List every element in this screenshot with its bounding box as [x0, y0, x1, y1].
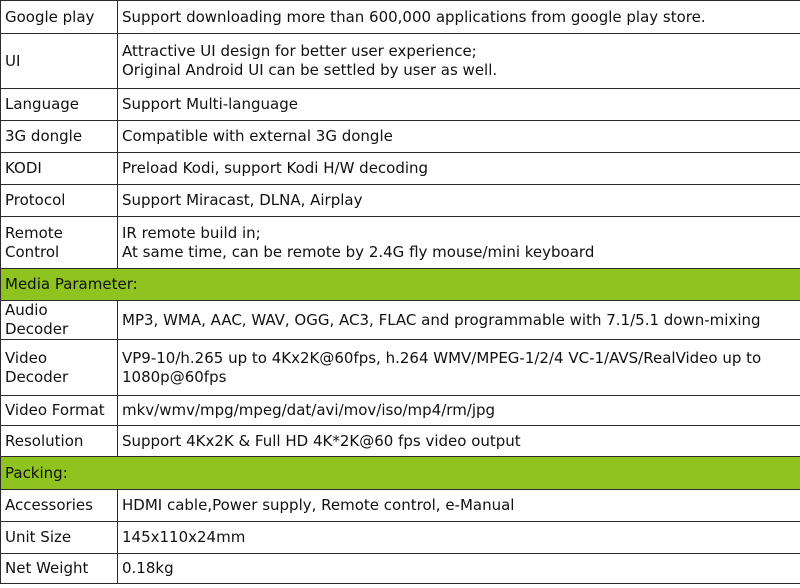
table-row	[1, 121, 800, 153]
row-label-video-decoder: Video Decoder	[1, 340, 118, 396]
value-line: 0.18kg	[122, 559, 174, 577]
row-label-ui: UI	[1, 34, 118, 89]
value-line: Support downloading more than 600,000 applications from google play store.	[122, 7, 706, 26]
row-label-remote-control	[1, 217, 118, 269]
value-line: Preload Kodi, support Kodi H/W decoding	[122, 159, 429, 177]
row-label-accessories: Accessories	[1, 490, 118, 522]
value-line: At same time, can be remote by 2.4G fly mouse/mini keyboard	[122, 242, 595, 261]
section-title-packing: Packing:	[1, 457, 800, 490]
table-row	[1, 217, 800, 269]
value-line: MP3, WMA, AAC, WAV, OGG, AC3, FLAC and programmable with 7.1/5.1 down-mixing	[122, 310, 761, 329]
row-value-audio-decoder	[118, 301, 800, 340]
value-line: Support Miracast, DLNA, Airplay	[122, 191, 363, 209]
row-value-net-weight	[118, 554, 800, 584]
section-header-packing	[1, 457, 800, 490]
row-label-3g-dongle: 3G dongle	[1, 121, 118, 153]
value-line: Original Android UI can be settled by user as well.	[122, 61, 498, 79]
value-line: Support 4Kx2K & Full HD 4K*2K@60 fps video output	[122, 431, 521, 450]
row-label-video-format: Video Format	[1, 396, 118, 426]
table-row	[1, 1, 800, 34]
section-title-media: Media Parameter:	[1, 269, 800, 301]
table-row	[1, 490, 800, 522]
row-value-video-format	[118, 396, 800, 426]
value-line: VP9-10/h.265 up to 4Kx2K@60fps, h.264 WMV/MPEG-1/2/4 VC-1/AVS/RealVideo up to	[122, 348, 762, 367]
row-value-ui	[118, 34, 800, 89]
section-header-media	[1, 269, 800, 301]
value-line: 145x110x24mm	[122, 528, 246, 546]
table-row	[1, 522, 800, 554]
row-value-video-decoder	[118, 340, 800, 396]
value-line: 1080p@60fps	[122, 367, 227, 386]
row-label-google-play: Google play	[1, 1, 118, 34]
row-label-protocol: Protocol	[1, 185, 118, 217]
table-row	[1, 340, 800, 396]
value-line: Attractive UI design for better user experience;	[122, 42, 477, 60]
table-row	[1, 153, 800, 185]
value-line: IR remote build in;	[122, 223, 261, 242]
row-value-protocol	[118, 185, 800, 217]
table-row	[1, 301, 800, 340]
row-value-google-play	[118, 1, 800, 34]
value-line: HDMI cable,Power supply, Remote control, e-Manual	[122, 496, 515, 514]
row-value-language	[118, 89, 800, 121]
row-label-resolution: Resolution	[1, 426, 118, 457]
table-row	[1, 34, 800, 89]
row-label-unit-size: Unit Size	[1, 522, 118, 554]
label-line: Remote	[5, 223, 63, 242]
table-row	[1, 554, 800, 584]
row-label-net-weight: Net Weight	[1, 554, 118, 584]
value-line: Support Multi-language	[122, 95, 298, 113]
row-value-remote-control	[118, 217, 800, 269]
value-line: mkv/wmv/mpg/mpeg/dat/avi/mov/iso/mp4/rm/jpg	[122, 401, 496, 419]
table-row	[1, 396, 800, 426]
label-line: Control	[5, 242, 60, 261]
row-value-accessories	[118, 490, 800, 522]
row-label-kodi: KODI	[1, 153, 118, 185]
row-value-unit-size	[118, 522, 800, 554]
table-row	[1, 185, 800, 217]
row-value-resolution	[118, 426, 800, 457]
table-row	[1, 89, 800, 121]
row-label-audio-decoder: Audio Decoder	[1, 301, 118, 340]
row-value-kodi	[118, 153, 800, 185]
value-line: Compatible with external 3G dongle	[122, 127, 393, 145]
row-label-language: Language	[1, 89, 118, 121]
row-value-3g-dongle	[118, 121, 800, 153]
table-row	[1, 426, 800, 457]
